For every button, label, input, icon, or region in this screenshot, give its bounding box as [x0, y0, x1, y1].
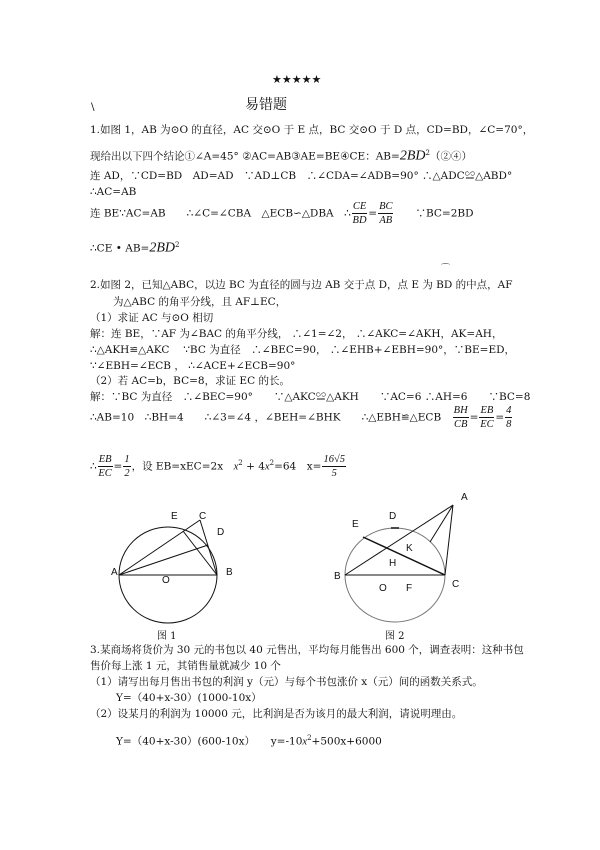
text: 连 BE∵AC=AB ∴∠C=∠CBA △ECB∽△DBA ∴: [90, 207, 351, 220]
segment-cb: [200, 520, 217, 575]
q1-line3: 连 AD，∵CD=BD AD=AD ∵AD⊥CB ∴∠CDA=∠ADB=90° ∴△ADC≌△ABD°: [90, 170, 513, 182]
math: x: [264, 461, 270, 473]
fig1-label-a: A: [111, 567, 118, 578]
stars-rating: ★★★★★: [272, 73, 322, 86]
segment-ec: [363, 537, 445, 575]
page-title: 易错题: [245, 97, 287, 113]
text: + 4: [242, 460, 265, 473]
exponent: 2: [307, 734, 312, 742]
q3-line3: （1）请写出每月售出书包的利润 y（元）与每个书包涨价 x（元）间的函数关系式。: [90, 676, 483, 688]
exponent: 2: [269, 459, 275, 467]
fig2-label-a: A: [461, 492, 468, 503]
q2-line7: （2）若 AC=b，BC=8，求证 EC 的长。: [90, 375, 290, 387]
text: 现给出以下四个结论①∠A=45° ②AC=AB③AE=BE④CE：AB=: [90, 150, 400, 163]
fig2-caption: 图 2: [385, 631, 405, 642]
text: ∴CE • AB=: [90, 242, 150, 255]
fig1-label-e: E: [171, 511, 178, 522]
text: ∴: [90, 460, 97, 473]
numerator: BH: [453, 405, 468, 416]
math: x: [302, 736, 308, 748]
q2-line3: （1）求证 AC 与⊙O 相切: [90, 312, 214, 324]
denominator: 5: [331, 468, 337, 479]
figure-1: [119, 520, 217, 623]
numerator: 16√5: [323, 454, 345, 465]
backslash-mark: \: [91, 101, 95, 113]
fig2-label-h: H: [389, 558, 397, 569]
fig2-label-c: C: [452, 579, 460, 590]
q3-line6: [116, 731, 382, 750]
numerator: EB: [98, 454, 112, 465]
equals: =: [113, 460, 123, 473]
fig1-label-b: B: [226, 567, 233, 578]
denominator: 8: [506, 419, 512, 430]
denominator: EC: [98, 468, 112, 479]
fig2-label-f: F: [406, 583, 413, 594]
fig2-label-b: B: [334, 571, 341, 582]
text: ，设 EB=xEC=2x: [131, 460, 234, 473]
text: ∵BC=2BD: [415, 207, 474, 220]
q1-line1: 1.如图 1，AB 为⊙O 的直径，AC 交⊙O 于 E 点，BC 交⊙O 于 D 点，CD=BD，∠C=70°，: [90, 124, 534, 136]
exponent: 2: [175, 241, 180, 249]
equals: =: [495, 411, 505, 424]
q3-line4: Y=（40+x-30）(1000-10x）: [116, 692, 262, 704]
denominator: AB: [379, 215, 393, 226]
figure-2: [345, 505, 453, 622]
q3-line2: 售价每上涨 1 元，其销售量就减少 10 个: [90, 660, 281, 672]
exponent: 2: [425, 149, 430, 157]
fig1-label-d: D: [217, 527, 225, 538]
numerator: BC: [379, 201, 393, 212]
numerator: 4: [506, 405, 512, 416]
fig1-label-o: O: [162, 575, 170, 586]
denominator: 2: [124, 468, 130, 479]
q2-line8: 解：∵BC 为直径 ∴∠BEC=90° ∵△AKC≌△AKH ∵AC=6 ∴AH=6 ∵BC=8: [90, 391, 531, 403]
q3-line5: （2）设某月的利润为 10000 元，比利润是否为该月的最大利润，请说明理由。: [90, 708, 463, 720]
text: ∴AB=10 ∴BH=4 ∴∠3=∠4 ，∠BEH=∠BHK ∴△EBH≌△ECB: [90, 411, 442, 424]
q2-line1: 2.如图 2，已知△ABC，以边 BC 为直径的圆与边 AB 交于点 D，点 E 为 BD 的中点，AF: [90, 279, 513, 291]
math: 2BD: [399, 148, 426, 164]
fig2-label-d: D: [389, 511, 397, 522]
fig2-label-o: O: [379, 583, 387, 594]
equals: =: [368, 207, 378, 220]
text: =64 x=: [274, 460, 322, 473]
q2-line2: 为△ABC 的角平分线，且 AF⊥EC，: [113, 296, 287, 308]
arc-mark: ⌒: [441, 264, 451, 274]
equals: =: [469, 411, 479, 424]
q2-line6: ∵∠EBH=∠ECB ， ∴∠ACE+∠ECB=90°: [90, 360, 296, 372]
q1-line4: ∴AC=AB: [90, 186, 137, 198]
fig2-label-e: E: [352, 519, 359, 530]
denominator: BD: [352, 215, 367, 226]
segment-ad: [119, 545, 208, 575]
fig2-label-k: K: [406, 543, 413, 554]
numerator: 1: [124, 454, 130, 465]
denominator: CB: [453, 419, 468, 430]
q3-line1: 3.某商场将货价为 30 元的书包以 40 元售出，平均每月能售出 600 个，调查表明：这种书包: [90, 644, 524, 656]
text: Y=（40+x-30）(600-10x） y=-10: [116, 735, 303, 748]
q2-line4: 解：连 BE，∵AF 为∠BAC 的角平分线， ∴∠1=∠2， ∴∠AKC=∠AKH，AK=AH，: [90, 328, 503, 340]
numerator: EB: [480, 405, 494, 416]
fig1-label-c: C: [199, 511, 207, 522]
math: x: [233, 461, 239, 473]
numerator: CE: [352, 201, 367, 212]
segment-ac: [119, 520, 200, 575]
fig1-caption: 图 1: [157, 631, 177, 642]
text: （②④）: [429, 150, 472, 163]
denominator: EC: [480, 419, 494, 430]
q2-line5: ∴△AKH≌△AKC ∵BC 为直径 ∴∠BEC=90， ∴∠EHB+∠EBH=90°，∵BE=ED，: [90, 344, 516, 356]
math: 2BD: [149, 240, 176, 256]
exponent: 2: [238, 459, 243, 467]
text: +500x+6000: [311, 735, 382, 748]
